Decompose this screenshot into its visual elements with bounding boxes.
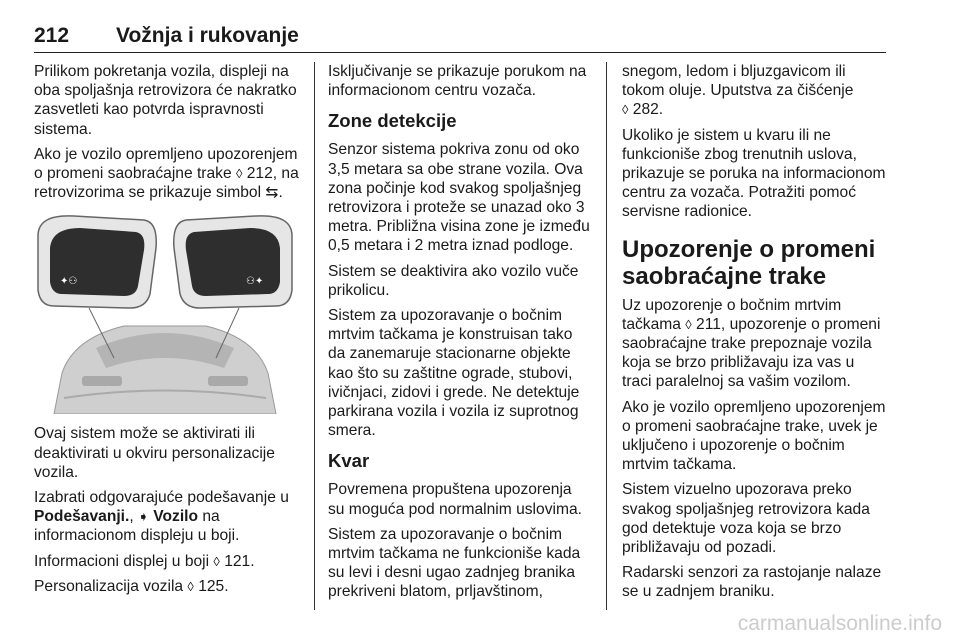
cross-reference-icon: ◊	[213, 553, 220, 569]
paragraph: Sistem za upozoravanje o bočnim mrtvim tačkama ne funkcioniše kada su levi i desni ugao zadnjeg branika prekriveni blatom, prljavštinom,	[328, 525, 581, 601]
cross-reference-icon: ◊	[187, 578, 194, 594]
mirror-illustration	[34, 208, 296, 414]
column-2	[328, 62, 590, 608]
cross-reference-icon: ◊	[235, 166, 243, 182]
svg-text:⚇✦: ⚇✦	[246, 276, 264, 288]
paragraph: Povremena propuštena upozorenja su moguća pod normalnim uslovima.	[328, 481, 582, 518]
paragraph: Ukoliko je sistem u kvaru ili ne funkcioniše zbog trenutnih uslova, prikazuje se poruka na informacionom centru za vozača. Potražiti pomoć servisne radionice.	[622, 126, 886, 221]
subheading: Zone detekcije	[328, 110, 457, 132]
column-3	[622, 62, 886, 608]
svg-text:✦⚇: ✦⚇	[60, 276, 78, 288]
menu-arrow-icon: ➧	[138, 509, 149, 525]
paragraph: Ovaj sistem može se aktivirati ili deaktivirati u okviru personalizacije vozila.	[34, 425, 275, 481]
paragraph: Izabrati odgovarajuće podešavanje u Podešavanji., ➧ Vozilo na informacionom displeju u boji.	[34, 489, 289, 545]
paragraph: snegom, ledom i bljuzgavicom ili tokom oluje. Uputstva za čišćenje ◊ 282.	[622, 63, 854, 119]
watermark: carmanualsonline.info	[737, 612, 942, 635]
section-title: Vožnja i rukovanje	[116, 24, 299, 47]
cross-reference-icon: ◊	[622, 102, 629, 118]
cross-reference-icon: ◊	[685, 316, 692, 332]
paragraph: Sistem za upozoravanje o bočnim mrtvim tačkama je konstruisan tako da zanemaruje stacionarne objekte kao što su zaštitne ograde, stubovi, ivičnjaci, zidovi i grede. Ne detektuje parkirana vozila i vozila iz suprotnog smera.	[328, 307, 580, 440]
paragraph: Radarski senzori za rastojanje nalaze se u zadnjem braniku.	[622, 564, 882, 601]
page-header	[34, 22, 886, 53]
column-divider	[606, 62, 607, 610]
paragraph: Sistem se deaktivira ako vozilo vuče prikolicu.	[328, 262, 579, 299]
column-divider	[314, 62, 315, 610]
paragraph: Prilikom pokretanja vozila, displeji na oba spoljašnja retrovizora će nakratko zasvetleti kao potvrda ispravnosti sistema.	[34, 63, 297, 138]
column-1	[34, 62, 304, 602]
paragraph: Senzor sistema pokriva zonu od oko 3,5 metara sa obe strane vozila. Ova zona počinje kod svakog spoljašnjeg retrovizora i proteže se unazad oko 3 metra. Približna visina zone je između 0,5 metara i 2 metra iznad podloge.	[328, 141, 590, 255]
paragraph: Ako je vozilo opremljeno upozorenjem o promeni saobraćajne trake ◊ 212, na retrovizorima se prikazuje simbol ⇆.	[34, 145, 299, 202]
paragraph: Personalizacija vozila ◊ 125.	[34, 577, 229, 595]
menu-path: Podešavanji.	[34, 508, 130, 526]
paragraph: Sistem vizuelno upozorava preko svakog spoljašnjeg retrovizora kada god detektuje voza koja se brzo približavaju od pozadi.	[622, 481, 870, 557]
paragraph: Isključivanje se prikazuje porukom na informacionom centru vozača.	[328, 63, 587, 100]
paragraph: Uz upozorenje o bočnim mrtvim tačkama ◊ 211, upozorenje o promeni saobraćajne trake prepoznaje vozila koja se brzo približavaju iza vas u traci paralelnoj sa vašim vozilom.	[622, 296, 881, 391]
lane-change-symbol-icon: ⇆	[265, 184, 279, 202]
section-heading: Upozorenje o promeni saobraćajne trake	[622, 235, 876, 290]
page-number: 212	[34, 24, 70, 47]
paragraph: Informacioni displej u boji ◊ 121.	[34, 552, 255, 570]
paragraph: Ako je vozilo opremljeno upozorenjem o promeni saobraćajne trake, uvek je uključeno i upozorenje o bočnim mrtvim tačkama.	[622, 398, 886, 474]
subheading: Kvar	[328, 450, 370, 472]
